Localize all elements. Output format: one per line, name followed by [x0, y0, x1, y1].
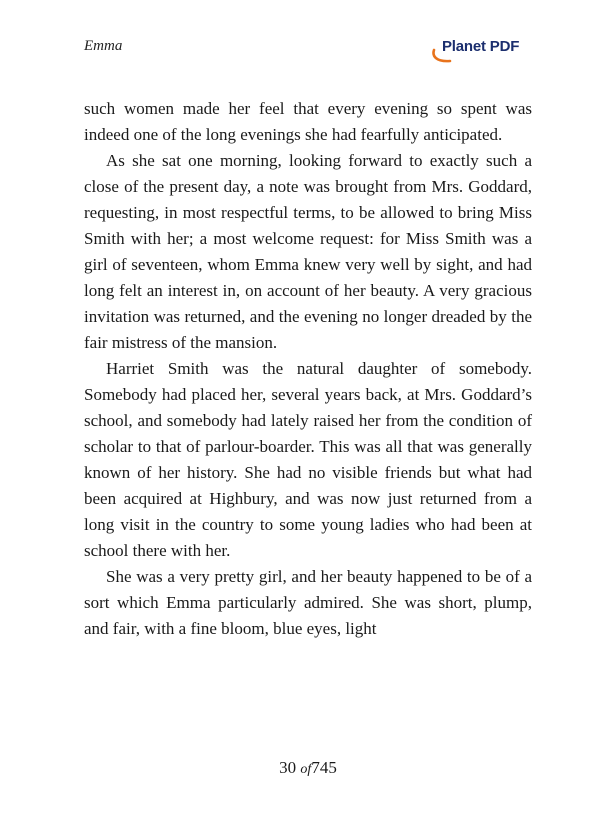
- paragraph: such women made her feel that every evening so spent was indeed one of the long evenings she had fearfully anticipated.: [84, 99, 532, 144]
- page-current: 30: [279, 758, 297, 777]
- planet-pdf-logo: [432, 38, 536, 64]
- paragraph: She was a very pretty girl, and her beauty happened to be of a sort which Emma particularly admired. She was short, plump, and fair, with a fine bloom, blue eyes, light: [84, 567, 532, 638]
- page-number: [0, 758, 616, 778]
- paragraph: Harriet Smith was the natural daughter of somebody. Somebody had placed her, several years back, at Mrs. Goddard’s school, and somebody had lately raised her from the condition of scholar to that of parlour-boarder. This was all that was generally known of her history. She had no visible friends but what had been acquired at Highbury, and was now just returned from a long visit in the country to some young ladies who had been at school there with her.: [84, 359, 532, 560]
- logo-text: Planet PDF: [442, 38, 520, 55]
- book-title: Emma: [84, 38, 123, 54]
- page-total: 745: [311, 758, 337, 777]
- paragraph: As she sat one morning, looking forward to exactly such a close of the present day, a note was brought from Mrs. Goddard, requesting, in most respectful terms, to be allowed to bring Miss Smith with her; a most welcome request: for Miss Smith was a girl of seventeen, whom Emma knew very well by sight, and had long felt an interest in, on account of her beauty. A very gracious invitation was returned, and the evening no longer dreaded by the fair mistress of the mansion.: [84, 151, 532, 352]
- page-of: of: [300, 762, 312, 777]
- page-body: [84, 96, 532, 642]
